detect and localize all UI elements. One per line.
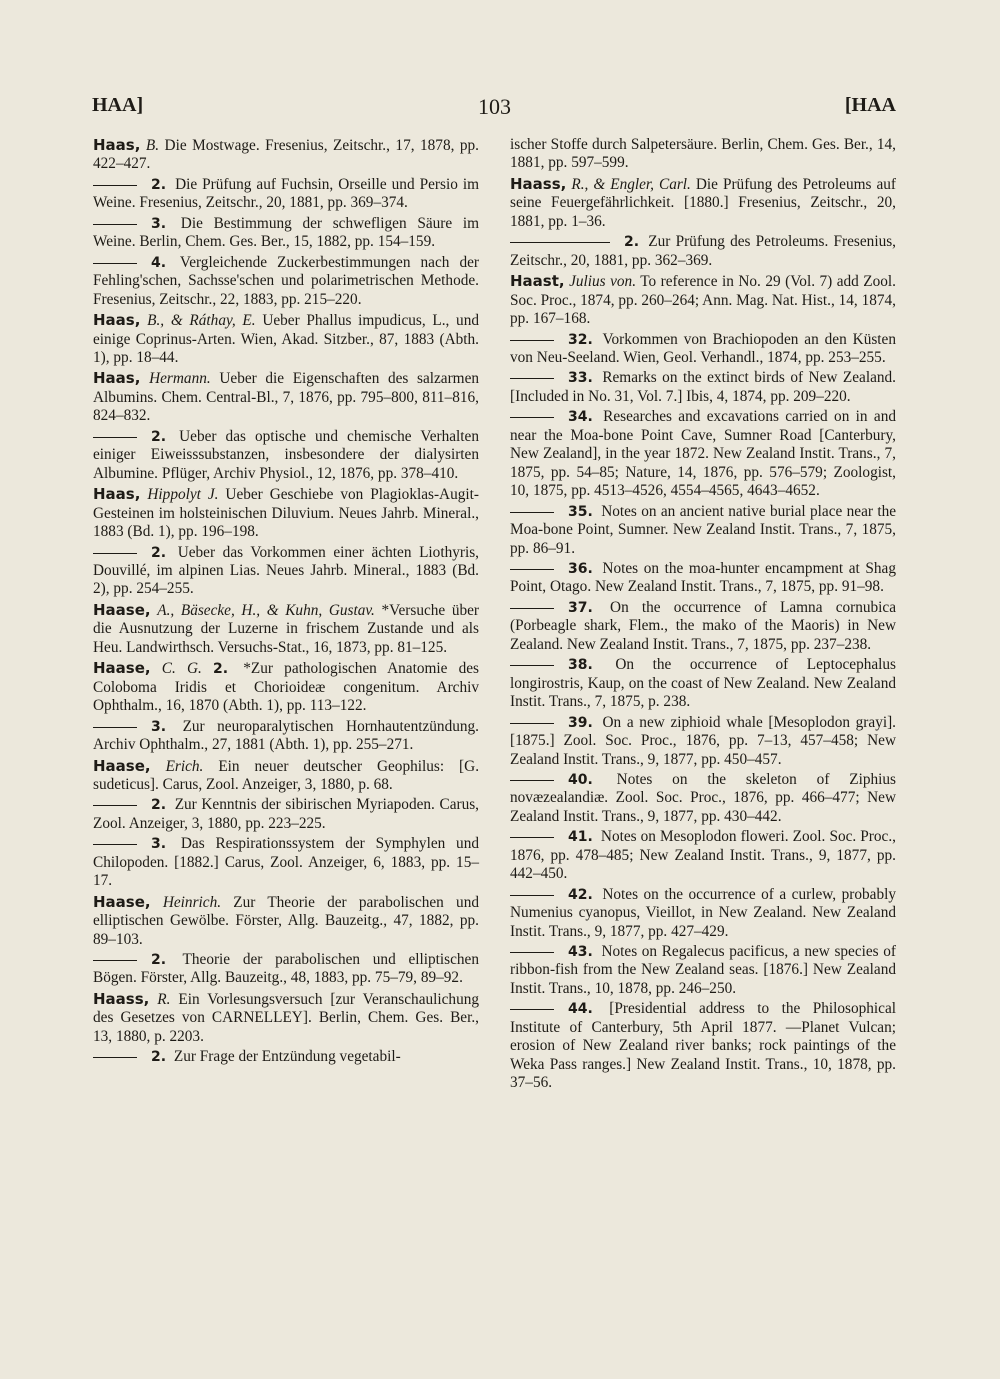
- bibliography-entry: [93, 215, 479, 252]
- running-head-left: HAA]: [92, 94, 144, 116]
- entry-number: 43.: [568, 944, 593, 961]
- entry-text: Zur Prüfung des Petroleums. Fresenius, Zeitschr., 20, 1881, pp. 362–369.: [510, 233, 896, 269]
- bibliography-entry: [93, 990, 479, 1046]
- bibliography-entry: [93, 254, 479, 309]
- author-given-names: B.: [145, 137, 160, 154]
- entry-text: Ueber Phallus impudicus, L., und einige Coprinus-Arten. Wien, Akad. Sitzber., 87, 1883 (Abth. 1), pp. 18–44.: [93, 312, 480, 366]
- bibliography-entry: [510, 714, 896, 769]
- author-surname: Haase,: [93, 600, 151, 619]
- entry-text: Ueber die Eigenschaften des salzarmen Albumins. Chem. Central-Bl., 7, 1876, pp. 795–800, 811–816, 824–832.: [93, 370, 480, 425]
- entry-number: 32.: [568, 331, 593, 348]
- ditto-rule: [510, 417, 554, 418]
- entry-text: Zur Theorie der parabolischen und elliptischen Gewölbe. Förster, Allg. Bauzeitg., 47, 1882, pp. 89–103.: [93, 893, 479, 948]
- entry-text: To reference in No. 29 (Vol. 7) add Zool. Soc. Proc., 1874, pp. 260–264; Ann. Mag. Nat. Hist., 14, 1874, pp. 167–168.: [510, 273, 896, 328]
- author-given-names: Hermann.: [149, 370, 211, 388]
- bibliography-entry: [93, 428, 479, 483]
- ditto-rule: [93, 263, 137, 264]
- entry-number: 2.: [151, 544, 167, 561]
- bibliography-entry: [93, 951, 479, 988]
- entry-text: Notes on Regalecus pacificus, a new species of ribbon-fish from the New Zealand seas. [1876.] New Zealand Instit. Trans., 10, 1878, pp. 246–250.: [510, 943, 896, 997]
- author-given-names: R.: [157, 990, 171, 1008]
- entry-text: *Zur pathologischen Anatomie des Coloboma Iridis et Chorioideæ congenitum. Archiv Ophthalm., 16, 1870 (Abth. 1), pp. 113–122.: [93, 660, 479, 715]
- entry-text: Remarks on the extinct birds of New Zealand. [Included in No. 31, Vol. 7.] Ibis, 4, 1874, pp. 209–220.: [510, 369, 897, 405]
- bibliography-entry: [93, 544, 479, 599]
- bibliography-entry: [510, 560, 896, 597]
- ditto-rule: [510, 569, 554, 570]
- ditto-rule: [510, 242, 610, 243]
- ditto-rule: [93, 727, 137, 728]
- entry-text: Theorie der parabolischen und elliptischen Bögen. Förster, Allg. Bauzeitg., 48, 1883, pp. 75–79, 89–92.: [93, 951, 479, 987]
- entry-text: On a new ziphioid whale [Mesoplodon grayi]. [1875.] Zool. Soc. Proc., 1876, pp. 7–13, 457–458; New Zealand Instit. Trans., 9, 1877, pp. 450–457.: [510, 713, 897, 768]
- bibliography-entry: [510, 943, 896, 998]
- bibliography-entry: [93, 1048, 479, 1066]
- entry-number: 2.: [151, 176, 167, 193]
- entry-text: Ueber das optische und chemische Verhalten einiger Eiweisssubstanzen, insbesondere der dialysirten Albumine. Pflüger, Archiv Physiol., 12, 1876, pp. 378–410.: [93, 427, 479, 482]
- entry-text: [Presidential address to the Philosophical Institute of Canterbury, 5th April 1877. —Planet Vulcan; erosion of New Zealand river banks; rock paintings of the Weka Pass ranges.] New Zealand Instit. Trans., 10, 1878, pp. 37–56.: [510, 1000, 897, 1092]
- author-given-names: B., & Ráthay, E.: [147, 312, 256, 330]
- ditto-rule: [510, 665, 554, 666]
- ditto-rule: [510, 723, 554, 724]
- entry-text: Researches and excavations carried on in and near the Moa-bone Point Cave, Sumner Road [Canterbury, New Zealand], in the year 1872. New Zealand Instit. Trans., 7, 1875, pp. 54–85; Nature, 14, 1876, pp. 576–579; Zoologist, 10, 1875, pp. 4513–4526, 4554–4565, 4643–4652.: [510, 408, 896, 500]
- entry-number: 40.: [568, 771, 593, 788]
- entry-number: 44.: [568, 1001, 593, 1018]
- ditto-rule: [93, 553, 137, 554]
- entry-text: Ueber das Vorkommen einer ächten Liothyris, Douvillé, im alpinen Lias. Neues Jahrb. Mineral., 1883 (Bd. 2), pp. 254–255.: [93, 543, 479, 598]
- ditto-rule: [93, 1057, 137, 1058]
- ditto-rule: [93, 224, 137, 225]
- bibliography-entry: [93, 311, 479, 367]
- bibliography-entry: [510, 175, 896, 231]
- author-surname: Haase,: [93, 756, 151, 775]
- bibliography-entry: [93, 659, 479, 715]
- entry-number: 37.: [568, 599, 593, 616]
- entry-text: Vergleichende Zuckerbestimmungen nach der Fehling'schen, Sachsse'schen und polarimetrischen Methode. Fresenius, Zeitschr., 22, 1883, pp. 215–220.: [93, 253, 479, 308]
- bibliography-entry: [93, 485, 479, 541]
- running-head-right: [HAA: [844, 94, 896, 116]
- bibliography-entry: [93, 757, 479, 795]
- entry-number: 34.: [568, 409, 593, 426]
- bibliography-entry: [510, 408, 896, 500]
- entry-text: Vorkommen von Brachiopoden an den Küsten von Neu-Seeland. Wien, Geol. Verhandl., 1874, pp. 253–255.: [510, 330, 896, 366]
- entry-text: On the occurrence of Lamna cornubica (Porbeagle shark, Flem., the mako of the Maoris) in New Zealand. New Zealand Instit. Trans., 7, 1875, pp. 237–238.: [510, 598, 896, 653]
- right-column: [510, 136, 896, 1095]
- ditto-rule: [93, 805, 137, 806]
- bibliography-entry: [93, 796, 479, 833]
- bibliography-entry: [93, 835, 479, 890]
- entry-number: 2.: [151, 1049, 167, 1066]
- bibliography-entry: [510, 886, 896, 941]
- entry-text: Notes on the moa-hunter encampment at Shag Point, Otago. New Zealand Instit. Trans., 7, 1875, pp. 91–98.: [510, 559, 896, 596]
- page-number: 103: [478, 94, 511, 119]
- author-surname: Haase,: [93, 892, 151, 911]
- entry-text: Die Prüfung auf Fuchsin, Orseille und Persio im Weine. Fresenius, Zeitschr., 20, 1881, pp. 369–374.: [93, 175, 479, 212]
- left-column: [93, 136, 479, 1069]
- entry-number: 3.: [151, 215, 167, 232]
- entry-text: Notes on an ancient native burial place near the Moa-bone Point, Sumner. New Zealand Instit. Trans., 7, 1875, pp. 86–91.: [510, 502, 897, 557]
- entry-text: Ein Vorlesungsversuch [zur Veranschaulichung des Gesetzes von CARNELLEY]. Berlin, Chem. Ges. Ber., 13, 1880, p. 2203.: [93, 990, 480, 1045]
- entry-number: 42.: [568, 886, 593, 903]
- author-surname: Haas,: [93, 369, 141, 388]
- author-given-names: A., Bäsecke, H., & Kuhn, Gustav.: [157, 601, 375, 619]
- bibliography-entry: [93, 601, 479, 657]
- bibliography-entry: [510, 656, 896, 711]
- author-surname: Haass,: [93, 989, 150, 1008]
- bibliography-entry: [510, 233, 896, 270]
- author-given-names: Hippolyt J.: [147, 486, 219, 504]
- entry-text: Die Bestimmung der schwefligen Säure im Weine. Berlin, Chem. Ges. Ber., 15, 1882, pp. 154–159.: [93, 214, 480, 251]
- entry-number: 2.: [151, 952, 167, 969]
- bibliography-entry: [510, 369, 896, 406]
- bibliography-entry: [510, 503, 896, 558]
- entry-text: Das Respirationssystem der Symphylen und Chilopoden. [1882.] Carus, Zool. Anzeiger, 6, 1883, pp. 15–17.: [93, 835, 479, 890]
- bibliography-entry: [93, 718, 479, 755]
- ditto-rule: [93, 185, 137, 186]
- bibliography-entry: [510, 331, 896, 368]
- entry-text: Ein neuer deutscher Geophilus: [G. sudeticus]. Carus, Zool. Anzeiger, 3, 1880, p. 68.: [93, 757, 480, 793]
- bibliography-entry: [93, 136, 479, 174]
- author-surname: Haass,: [510, 174, 567, 193]
- entry-text: Zur Kenntnis der sibirischen Myriapoden. Carus, Zool. Anzeiger, 3, 1880, pp. 223–225.: [93, 796, 479, 832]
- ditto-rule: [93, 437, 137, 438]
- ditto-rule: [510, 780, 554, 781]
- entry-number: 2.: [151, 797, 167, 814]
- entry-number: 41.: [568, 829, 593, 846]
- entry-text: ischer Stoffe durch Salpetersäure. Berlin, Chem. Ges. Ber., 14, 1881, pp. 597–599.: [510, 136, 896, 172]
- entry-number: 2.: [151, 428, 167, 445]
- bibliography-entry: [510, 828, 896, 883]
- entry-text: Zur Frage der Entzündung vegetabil-: [173, 1048, 401, 1066]
- bibliography-entry: [510, 599, 896, 654]
- ditto-rule: [510, 512, 554, 513]
- entry-number: 3.: [151, 718, 167, 735]
- entry-number: 3.: [151, 836, 167, 853]
- entry-text: On the occurrence of Leptocephalus longirostris, Kaup, on the coast of New Zealand. New Zealand Instit. Trans., 7, 1875, p. 238.: [510, 656, 897, 711]
- entry-text: Zur neuroparalytischen Hornhautentzündung. Archiv Ophthalm., 27, 1881 (Abth. 1), pp. 255–271.: [93, 717, 479, 754]
- ditto-rule: [93, 844, 137, 845]
- entry-number: 35.: [568, 503, 593, 520]
- ditto-rule: [93, 960, 137, 961]
- ditto-rule: [510, 608, 554, 609]
- author-given-names: C. G.: [161, 660, 202, 678]
- ditto-rule: [510, 837, 554, 838]
- ditto-rule: [510, 952, 554, 953]
- ditto-rule: [510, 895, 554, 896]
- entry-number: 38.: [568, 657, 593, 674]
- author-given-names: Heinrich.: [162, 893, 222, 911]
- bibliography-entry: [510, 1000, 896, 1092]
- entry-text: *Versuche über die Ausnutzung der Luzerne in frischem Zustande und als Heu. Landwirthsch. Versuchs-Stat., 16, 1873, pp. 81–125.: [93, 601, 479, 656]
- entry-text: Notes on the occurrence of a curlew, probably Numenius cyanopus, Vieillot, in New Zealand. New Zealand Instit. Trans., 9, 1877, pp. 427–429.: [510, 885, 896, 940]
- entry-text: Die Mostwage. Fresenius, Zeitschr., 17, 1878, pp. 422–427.: [93, 137, 480, 173]
- bibliography-entry: [93, 369, 479, 425]
- entry-number: 36.: [568, 560, 593, 577]
- entry-number: 33.: [568, 370, 593, 387]
- entry-text: Die Prüfung des Petroleums auf seine Feuergefährlichkeit. [1880.] Fresenius, Zeitschr., 20, 1881, pp. 1–36.: [510, 175, 896, 230]
- entry-text: Notes on Mesoplodon floweri. Zool. Soc. Proc., 1876, pp. 478–485; New Zealand Instit. Trans., 9, 1877, pp. 442–450.: [510, 828, 896, 883]
- ditto-rule: [510, 378, 554, 379]
- author-surname: Haas,: [93, 311, 141, 330]
- bibliography-entry: [510, 136, 896, 173]
- ditto-rule: [510, 1009, 554, 1010]
- bibliography-entry: [510, 272, 896, 328]
- entry-number: 4.: [151, 254, 167, 271]
- author-given-names: Erich.: [165, 757, 204, 775]
- author-surname: Haas,: [93, 136, 141, 154]
- entry-text: Ueber Geschiebe von Plagioklas-Augit-Gesteinen im holsteinischen Diluvium. Neues Jahrb. Mineral., 1883 (Bd. 1), pp. 196–198.: [93, 486, 479, 541]
- author-surname: Haast,: [510, 272, 565, 291]
- bibliography-entry: [93, 893, 479, 949]
- entry-number: 2.: [624, 234, 640, 251]
- bibliography-entry: [93, 176, 479, 213]
- author-given-names: Julius von.: [569, 273, 637, 291]
- author-surname: Haas,: [93, 485, 141, 504]
- ditto-rule: [510, 340, 554, 341]
- bibliography-entry: [510, 771, 896, 826]
- entry-number: 39.: [568, 714, 593, 731]
- entry-number: 2.: [213, 661, 229, 678]
- author-surname: Haase,: [93, 659, 151, 678]
- author-given-names: R., & Engler, Carl.: [571, 175, 691, 193]
- entry-text: Notes on the skeleton of Ziphius novæzealandiæ. Zool. Soc. Proc., 1876, pp. 466–477; New Zealand Instit. Trans., 9, 1877, pp. 430–442.: [510, 770, 896, 825]
